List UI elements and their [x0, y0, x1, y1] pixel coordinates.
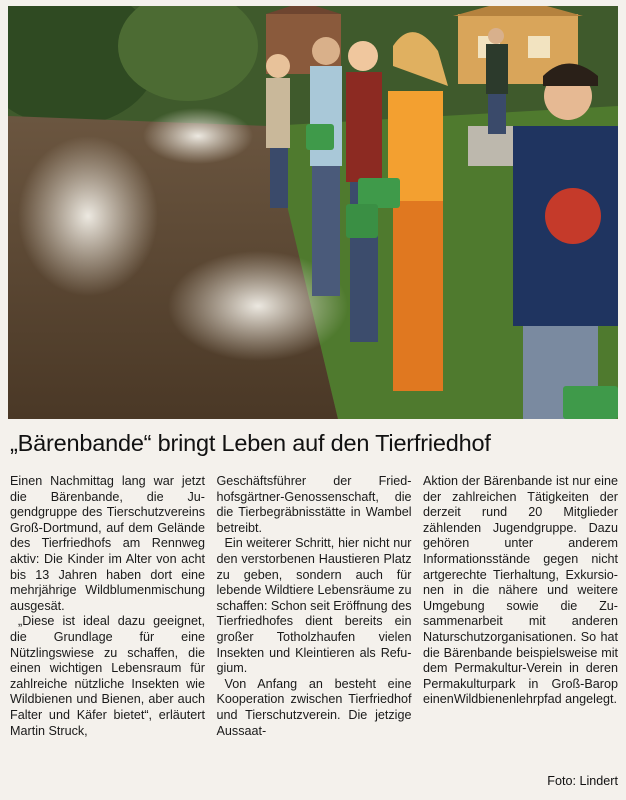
paragraph: „Diese ist ideal dazu geeignet, die Grundlage für eine Nützlingswiese zu schaffen, die einen wichtigen Lebensraum für zahlreiche nützliche Insekten wie Wildbienen und Bienen, aber auch Falter und Käfer bietet“, erläutert Martin Struck, — [10, 614, 205, 738]
paragraph: Einen Nachmittag lang war jetzt die Bärenbande, die Jugendgruppe des Tierschutzvereins Groß-Dortmund, auf dem Gelände des Tierfriedhofs am Rennweg aktiv: Die Kinder im Alter von acht bis 13 Jahren haben dort eine mehrjährige Wildblumenmischung ausgesät. — [10, 474, 205, 613]
article-body — [10, 474, 618, 792]
article-column-2 — [217, 474, 412, 792]
paragraph: Geschäftsführer der Friedhofsgärtner-Genossenschaft, die die Tierbegräbnisstätte in Wambel betreibt. — [216, 474, 412, 535]
article-column-3 — [423, 474, 618, 792]
article-photo — [8, 6, 618, 419]
article-headline: „Bärenbande“ bringt Leben auf den Tierfriedhof — [10, 430, 491, 456]
children-sowing-seeds-photo — [8, 6, 618, 419]
photo-credit: Foto: Lindert — [547, 774, 618, 788]
paragraph: Von Anfang an besteht eine Kooperation zwischen Tierfriedhof und Tierschutzverein. Die jetzige Aussaat- — [216, 676, 412, 738]
paragraph: Ein weiterer Schritt, hier nicht nur den verstorbenen Haustieren Platz zu geben, sondern auch für lebende Wildtiere Lebensräume zu schaffen: Schon seit Eröffnung des Tierfriedhofes dient bereits ein großer Totholzhaufen vielen Insekten und Kleintieren als Refugium. — [216, 536, 412, 676]
article-column-1 — [10, 474, 205, 792]
paragraph: Aktion der Bärenbande ist nur eine der zahlreichen Tätigkeiten der derzeit rund 20 Mitglieder zählenden Jugendgruppe. Dazu gehören unter anderem Informationsstände gegen nicht artgerechte Tierhaltung, Exkursionen in die nähere und weitere Umgebung sowie die Zusammenarbeit mit anderen Naturschutzorganisationen. So hat die Bärenbande beispielsweise mit dem Permakultur-Verein in deren Permakulturpark in Groß-Barop einenWildbienenlehrpfad angelegt. — [423, 474, 618, 707]
